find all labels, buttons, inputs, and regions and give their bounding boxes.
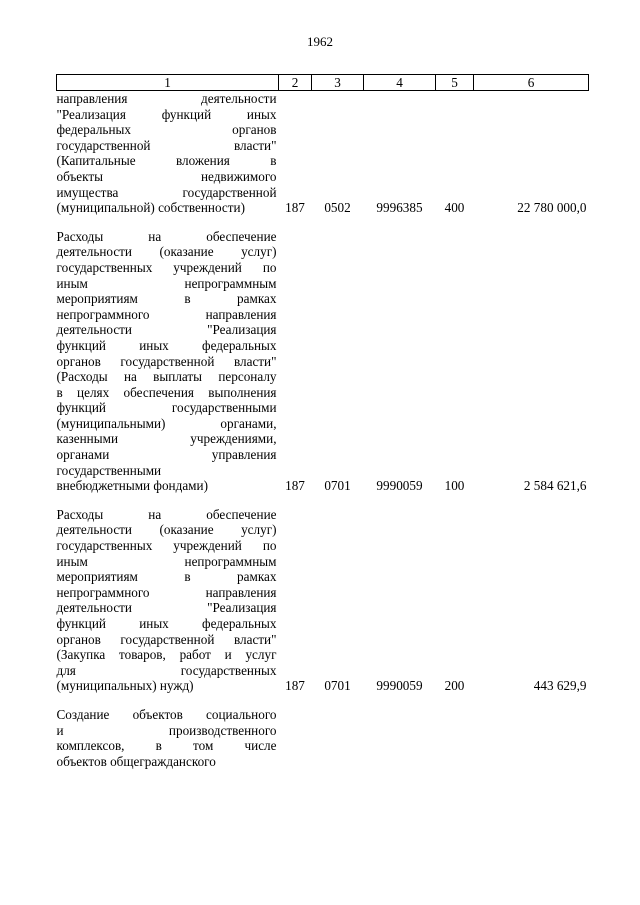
target-article-code: 9990059 (376, 678, 423, 694)
description-line: мероприятиям в рамках (56, 569, 277, 585)
section-code: 0502 (324, 200, 351, 216)
description-line: (Капитальные вложения в (56, 153, 277, 169)
column-header-5: 5 (436, 75, 474, 91)
description-line: (Расходы на выплаты персоналу (56, 369, 277, 385)
column-header-4: 4 (364, 75, 436, 91)
description-line: внебюджетными фондами) (56, 478, 208, 494)
description-line: имущества государственной (56, 184, 277, 200)
expense-type-code: 400 (444, 200, 465, 216)
admin-code: 187 (285, 478, 305, 494)
admin-code: 187 (285, 200, 305, 216)
table-row (57, 91, 589, 216)
section-code (312, 707, 364, 769)
column-header-6: 6 (474, 75, 589, 91)
expense-type-code: 200 (444, 678, 465, 694)
section-code: 0701 (324, 678, 351, 694)
target-article-code: 9990059 (376, 478, 423, 494)
table-row (57, 229, 589, 494)
expense-type-code (436, 707, 474, 769)
column-header-3: 3 (312, 75, 364, 91)
row-spacer-cell (57, 694, 589, 707)
description-line: и производственного (56, 722, 277, 738)
description-line: функций иных федеральных (56, 337, 277, 353)
row-spacer-cell (57, 494, 589, 507)
description-line: государственных учреждений по (56, 538, 277, 554)
description-line: государственных учреждений по (56, 259, 277, 275)
expense-type-code: 100 (444, 478, 465, 494)
description-line: государственной власти" (56, 137, 277, 153)
description-line: для государственных (56, 662, 277, 678)
section-code: 0701 (324, 478, 351, 494)
target-article-code: 9996385 (376, 200, 423, 216)
table-header-row (57, 75, 589, 91)
description-line: иным непрограммным (56, 553, 277, 569)
description-line: объекты недвижимого (56, 168, 277, 184)
row-description (57, 707, 279, 769)
row-spacer (57, 216, 589, 229)
description-line: деятельности "Реализация (56, 322, 277, 338)
description-line: Создание объектов социального (56, 706, 277, 722)
description-line: (Закупка товаров, работ и услуг (56, 647, 277, 663)
description-line: "Реализация функций иных (56, 106, 277, 122)
description-line: (муниципальными) органами, (56, 415, 277, 431)
amount: 443 629,9 (533, 678, 587, 694)
row-spacer-cell (57, 216, 589, 229)
description-line: Расходы на обеспечение (56, 228, 277, 244)
description-line: казенными учреждениями, (56, 431, 277, 447)
description-line: направления деятельности (56, 91, 277, 106)
description-line: органов государственной власти" (56, 631, 277, 647)
description-line: государственными (56, 462, 162, 478)
description-line: деятельности "Реализация (56, 600, 277, 616)
description-line: комплексов, в том числе (56, 738, 277, 754)
target-article-code (364, 707, 436, 769)
description-line: непрограммного направления (56, 306, 277, 322)
description-line: Расходы на обеспечение (56, 506, 277, 522)
table-row (57, 507, 589, 694)
description-line: деятельности (оказание услуг) (56, 522, 277, 538)
table-body (57, 91, 589, 770)
budget-table (56, 74, 589, 769)
page-number: 1962 (307, 34, 333, 49)
description-line: функций государственными (56, 400, 277, 416)
description-line: мероприятиям в рамках (56, 291, 277, 307)
description-line: иным непрограммным (56, 275, 277, 291)
admin-code: 187 (285, 678, 305, 694)
amount: 2 584 621,6 (523, 478, 587, 494)
description-line: объектов общегражданского (56, 753, 216, 769)
description-line: непрограммного направления (56, 584, 277, 600)
row-spacer (57, 694, 589, 707)
amount: 22 780 000,0 (517, 200, 587, 216)
description-line: (муниципальных) нужд) (56, 678, 194, 694)
row-description (57, 91, 279, 216)
description-line: федеральных органов (56, 122, 277, 138)
table-row (57, 707, 589, 769)
description-line: деятельности (оказание услуг) (56, 244, 277, 260)
column-header-2: 2 (279, 75, 312, 91)
description-line: (муниципальной) собственности) (56, 200, 245, 216)
admin-code (279, 707, 312, 769)
amount (474, 707, 589, 769)
description-line: органами управления (56, 447, 277, 463)
description-line: органов государственной власти" (56, 353, 277, 369)
row-description (57, 507, 279, 694)
row-spacer (57, 494, 589, 507)
column-header-1: 1 (57, 75, 279, 91)
row-description (57, 229, 279, 494)
description-line: функций иных федеральных (56, 616, 277, 631)
description-line: в целях обеспечения выполнения (56, 384, 277, 400)
